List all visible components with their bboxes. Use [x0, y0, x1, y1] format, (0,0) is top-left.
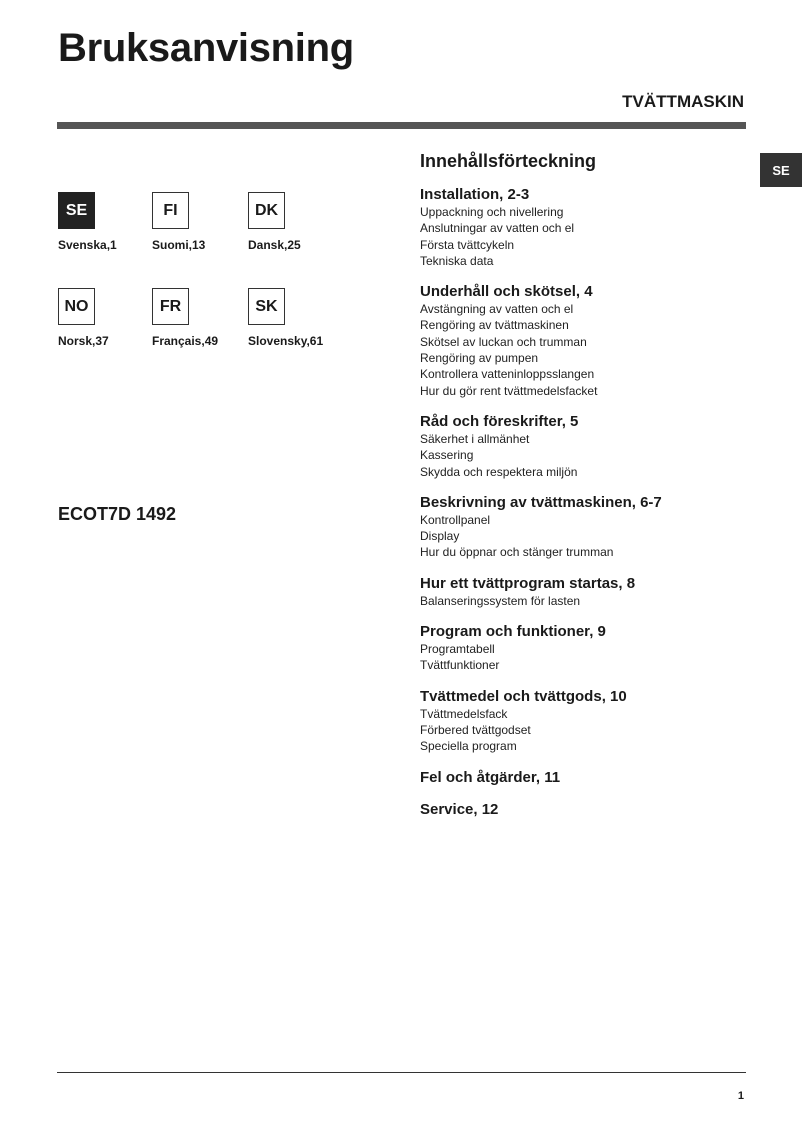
- toc-item[interactable]: Programtabell: [420, 642, 495, 657]
- language-label: Français,49: [152, 334, 219, 348]
- model-number: ECOT7D 1492: [58, 504, 177, 524]
- language-item-sk[interactable]: [248, 288, 358, 348]
- language-code-box[interactable]: DK: [248, 192, 285, 229]
- toc-item[interactable]: Säkerhet i allmänhet: [420, 431, 530, 446]
- toc-item[interactable]: Anslutningar av vatten och el: [420, 221, 575, 236]
- toc-section-title[interactable]: Underhåll och skötsel, 4: [420, 283, 593, 301]
- toc-item[interactable]: Skydda och respektera miljön: [420, 464, 578, 479]
- toc-item[interactable]: Hur du gör rent tvättmedelsfacket: [420, 383, 598, 398]
- toc-item[interactable]: Kontrollera vatteninloppsslangen: [420, 367, 595, 382]
- toc-section-title[interactable]: Hur ett tvättprogram startas, 8: [420, 574, 636, 592]
- toc-item[interactable]: Avstängning av vatten och el: [420, 302, 574, 317]
- toc-item[interactable]: Kassering: [420, 448, 474, 463]
- table-of-contents: [420, 151, 750, 833]
- language-code-box[interactable]: NO: [58, 288, 95, 325]
- language-label: Norsk,37: [58, 334, 109, 348]
- toc-section: [420, 688, 750, 755]
- toc-section: [420, 494, 750, 561]
- toc-item[interactable]: Hur du öppnar och stänger trumman: [420, 545, 614, 560]
- language-item-fr[interactable]: [152, 288, 262, 348]
- toc-section-title[interactable]: Beskrivning av tvättmaskinen, 6-7: [420, 493, 662, 511]
- toc-item[interactable]: Kontrollpanel: [420, 512, 491, 527]
- toc-section-title[interactable]: Installation, 2-3: [420, 186, 530, 203]
- toc-section: [420, 413, 750, 480]
- toc-section: [420, 769, 750, 787]
- toc-item[interactable]: Skötsel av luckan och trumman: [420, 334, 587, 349]
- toc-section: [420, 623, 750, 674]
- toc-section: [420, 575, 750, 609]
- toc-item[interactable]: Rengöring av pumpen: [420, 351, 539, 366]
- language-item-fi[interactable]: [152, 192, 262, 252]
- language-label: Slovensky,61: [248, 334, 324, 348]
- page-title: Bruksanvisning: [58, 26, 354, 70]
- toc-section-title[interactable]: Service, 12: [420, 800, 499, 818]
- bottom-divider: [57, 1072, 746, 1073]
- language-code-box[interactable]: SK: [248, 288, 285, 325]
- language-label: Suomi,13: [152, 238, 206, 252]
- language-side-tab: SE: [760, 153, 802, 187]
- toc-item[interactable]: Display: [420, 529, 460, 544]
- toc-heading: Innehållsförteckning: [420, 151, 597, 171]
- language-code-box[interactable]: FI: [152, 192, 189, 229]
- toc-section: [420, 186, 750, 269]
- toc-item[interactable]: Rengöring av tvättmaskinen: [420, 318, 569, 333]
- page-number: 1: [737, 1090, 744, 1102]
- toc-item[interactable]: Första tvättcykeln: [420, 237, 515, 252]
- language-item-dk[interactable]: [248, 192, 358, 252]
- toc-item[interactable]: Balanseringssystem för lasten: [420, 593, 581, 608]
- toc-item[interactable]: Förbered tvättgodset: [420, 722, 531, 737]
- language-code-box[interactable]: SE: [58, 192, 95, 229]
- language-label: Svenska,1: [58, 238, 117, 252]
- toc-section: [420, 801, 750, 819]
- toc-section-title[interactable]: Program och funktioner, 9: [420, 623, 606, 641]
- toc-item[interactable]: Tvättmedelsfack: [420, 706, 508, 721]
- toc-item[interactable]: Tvättfunktioner: [420, 658, 500, 673]
- toc-section-title[interactable]: Tvättmedel och tvättgods, 10: [420, 687, 627, 705]
- top-divider: [57, 122, 746, 129]
- toc-item[interactable]: Speciella program: [420, 739, 517, 754]
- toc-item[interactable]: Tekniska data: [420, 253, 494, 268]
- language-code-box[interactable]: FR: [152, 288, 189, 325]
- toc-section-title[interactable]: Råd och föreskrifter, 5: [420, 412, 579, 430]
- language-label: Dansk,25: [248, 238, 301, 252]
- toc-sections: [420, 186, 750, 819]
- toc-item[interactable]: Uppackning och nivellering: [420, 205, 564, 219]
- product-type: TVÄTTMASKIN: [622, 92, 744, 111]
- toc-section-title[interactable]: Fel och åtgärder, 11: [420, 768, 561, 786]
- toc-section: [420, 283, 750, 399]
